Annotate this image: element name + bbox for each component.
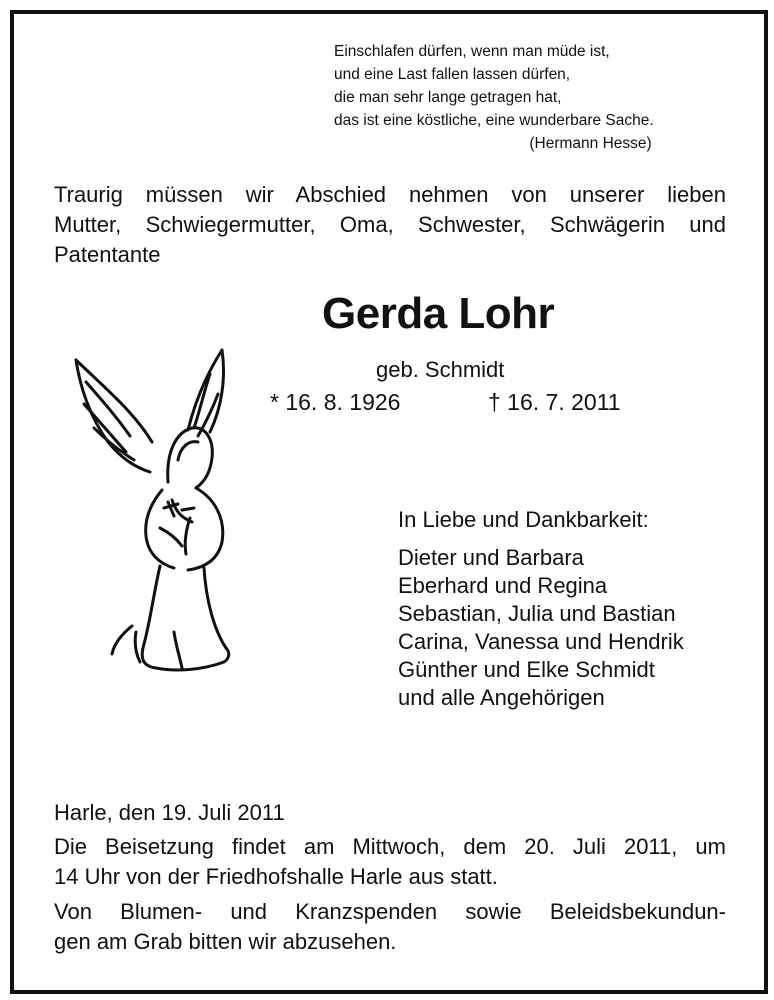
intro-line: Traurig müssen wir Abschied nehmen von unserer lieben [54,182,726,207]
funeral-line: 14 Uhr von der Friedhofshalle Harle aus statt. [54,864,498,889]
intro-line: Mutter, Schwiegermutter, Oma, Schwester, Schwägerin und [54,212,726,237]
mourner: Eberhard und Regina [398,573,608,598]
birth-date: * 16. 8. 1926 [270,389,401,415]
flowers-line: Von Blumen- und Kranzspenden sowie Beleidsbekundun- [54,899,726,924]
poem-line: die man sehr lange getragen hat, [334,89,562,106]
born-name: geb. Schmidt [376,357,505,382]
closing-block [54,798,726,962]
poem-line: das ist eine köstliche, eine wunderbare Sache. [334,112,654,129]
poem-line: Einschlafen dürfen, wenn man müde ist, [334,43,610,60]
intro-line: Patentante [54,242,161,267]
mourner: Günther und Elke Schmidt [398,657,655,682]
poem [334,40,654,155]
poem-author: (Hermann Hesse) [529,135,652,152]
mourner: Sebastian, Julia und Bastian [398,601,676,626]
deceased-name: Gerda Lohr [322,289,555,338]
mourner: Carina, Vanessa und Hendrik [398,629,684,654]
angel-icon [64,332,234,677]
flowers-line: gen am Grab bitten wir abzusehen. [54,929,397,954]
poem-line: und eine Last fallen lassen dürfen, [334,66,571,83]
mourners-block [398,506,684,712]
obituary-notice [10,10,768,994]
funeral-line: Die Beisetzung findet am Mittwoch, dem 20. Juli 2011, um [54,834,726,859]
death-date: † 16. 7. 2011 [488,389,621,415]
mourners-heading: In Liebe und Dankbarkeit: [398,507,649,532]
mourner: Dieter und Barbara [398,545,584,570]
flowers-info [54,897,726,957]
intro-text [54,180,726,270]
funeral-info [54,832,726,892]
place-date: Harle, den 19. Juli 2011 [54,800,285,825]
mourner: und alle Angehörigen [398,685,605,710]
